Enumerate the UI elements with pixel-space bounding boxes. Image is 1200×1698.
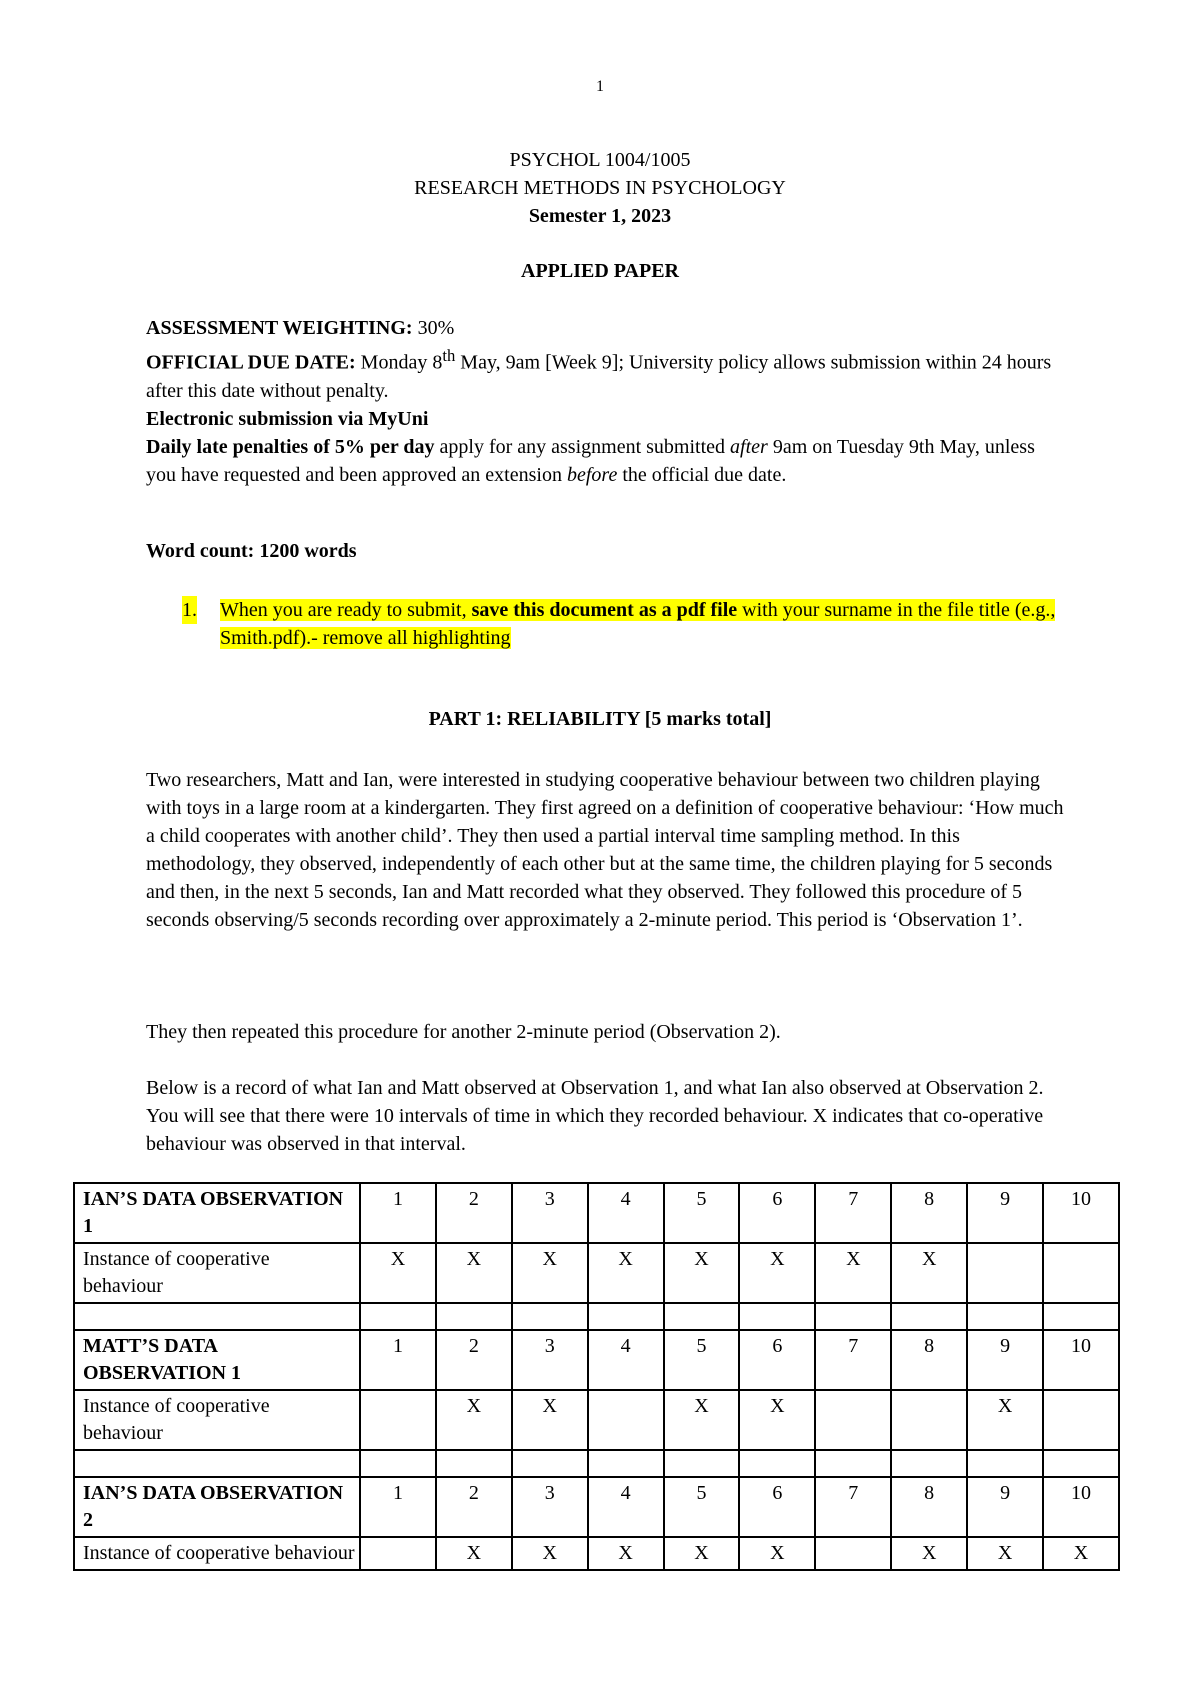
cooperation-mark: X [588,1243,664,1303]
row-label: Instance of cooperative behaviour [74,1390,360,1450]
instruction-text-2: with your surname in the file title (e.g., Smith.pdf).- remove all highlighting [220,599,1056,649]
empty-cell [815,1303,891,1330]
paragraph-method: Two researchers, Matt and Ian, were interested in studying cooperative behaviour between two children playing with toys in a large room at a kindergarten. They first agreed on a definition of cooperative behaviour: ‘How much a child cooperates with another child’. They then used a partial interval time sampling method. In this methodology, they observed, independently of each other but at the same time, the children playing for 5 seconds and then, in the next 5 seconds, Ian and Matt recorded what they observed. They followed this procedure of 5 seconds observing/5 seconds recording over approximately a 2-minute period. This period is ‘Observation 1’. [146,769,1064,931]
table-header-row [74,1477,1119,1537]
cooperation-mark: X [436,1537,512,1570]
empty-cell [360,1303,436,1330]
word-count: Word count: 1200 words [146,540,357,562]
table-row [74,1243,1119,1303]
interval-number: 5 [664,1330,740,1390]
cooperation-mark: X [512,1243,588,1303]
weighting-line [146,314,1066,342]
empty-cell [74,1303,360,1330]
empty-cell [664,1303,740,1330]
due-date-label: OFFICIAL DUE DATE: [146,351,356,374]
interval-number: 10 [1043,1477,1119,1537]
interval-number: 8 [891,1477,967,1537]
late-text-2: 9am on Tuesday 9th May, unless you have requested and been approved an extension [146,435,1035,486]
empty-cell [891,1450,967,1477]
interval-number: 3 [512,1330,588,1390]
observation-heading: IAN’S DATA OBSERVATION 1 [74,1183,360,1243]
cooperation-mark: X [739,1243,815,1303]
table-row [74,1390,1119,1450]
course-subject: RESEARCH METHODS IN PSYCHOLOGY [414,177,786,199]
cooperation-mark [1043,1390,1119,1450]
interval-number: 1 [360,1330,436,1390]
interval-number: 8 [891,1330,967,1390]
empty-cell [588,1450,664,1477]
interval-number: 5 [664,1477,740,1537]
empty-cell [1043,1450,1119,1477]
interval-number: 7 [815,1183,891,1243]
row-label: Instance of cooperative behaviour [74,1243,360,1303]
interval-number: 4 [588,1477,664,1537]
cooperation-mark [967,1243,1043,1303]
semester: Semester 1, 2023 [528,205,672,227]
empty-cell [891,1303,967,1330]
empty-cell [739,1303,815,1330]
cooperation-mark: X [436,1390,512,1450]
interval-number: 3 [512,1477,588,1537]
empty-cell [739,1450,815,1477]
cooperation-mark [360,1537,436,1570]
submission-text: Electronic submission via MyUni [146,407,429,430]
cooperation-mark [588,1390,664,1450]
page-number: 1 [596,78,604,95]
table-row [74,1537,1119,1570]
late-italic-before: before [566,463,618,486]
cooperation-mark: X [360,1243,436,1303]
empty-cell [588,1303,664,1330]
late-italic-after: after [730,435,768,458]
cooperation-mark [360,1390,436,1450]
interval-number: 9 [967,1477,1043,1537]
due-date-sup: th [442,346,456,365]
due-date-text-rest: May, 9am [Week 9]; University policy allows submission within 24 hours after this date without penalty. [146,351,1052,402]
weighting-label: ASSESSMENT WEIGHTING: [146,317,413,339]
interval-number: 10 [1043,1183,1119,1243]
late-penalty-line [146,433,1066,489]
interval-number: 4 [588,1330,664,1390]
course-code: PSYCHOL 1004/1005 [509,149,691,171]
table-header-row [74,1183,1119,1243]
observation-table [73,1182,1120,1571]
paragraph-record: Below is a record of what Ian and Matt observed at Observation 1, and what Ian also observed at Observation 2. You will see that there were 10 intervals of time in which they recorded behaviour. X indicates that co-operative behaviour was observed in that interval. [146,1077,1044,1155]
weighting-value: 30% [412,317,455,339]
interval-number: 6 [739,1477,815,1537]
instruction-text-bold: save this document as a pdf file [471,599,738,621]
empty-cell [967,1303,1043,1330]
instruction-item [182,596,1062,652]
interval-number: 8 [891,1183,967,1243]
interval-number: 10 [1043,1330,1119,1390]
interval-number: 7 [815,1477,891,1537]
cooperation-mark [891,1390,967,1450]
spacer-row [74,1303,1119,1330]
late-text-1: apply for any assignment submitted [434,435,731,458]
interval-number: 4 [588,1183,664,1243]
instruction-text-1: When you are ready to submit, [220,599,472,621]
empty-cell [815,1450,891,1477]
late-text-3: the official due date. [617,463,787,486]
row-label: Instance of cooperative behaviour [74,1537,360,1570]
observation-heading: IAN’S DATA OBSERVATION 2 [74,1477,360,1537]
submission-line [146,405,1066,433]
interval-number: 2 [436,1183,512,1243]
cooperation-mark: X [512,1390,588,1450]
part1-heading: PART 1: RELIABILITY [5 marks total] [428,708,772,730]
cooperation-mark: X [967,1390,1043,1450]
interval-number: 2 [436,1330,512,1390]
interval-number: 9 [967,1330,1043,1390]
empty-cell [436,1303,512,1330]
empty-cell [1043,1303,1119,1330]
empty-cell [512,1303,588,1330]
cooperation-mark: X [436,1243,512,1303]
empty-cell [967,1450,1043,1477]
interval-number: 6 [739,1183,815,1243]
observation-heading: MATT’S DATA OBSERVATION 1 [74,1330,360,1390]
cooperation-mark: X [664,1243,740,1303]
cooperation-mark [815,1390,891,1450]
cooperation-mark: X [891,1537,967,1570]
due-date-line [146,342,1066,405]
cooperation-mark: X [664,1390,740,1450]
interval-number: 9 [967,1183,1043,1243]
cooperation-mark: X [891,1243,967,1303]
empty-cell [74,1450,360,1477]
interval-number: 1 [360,1183,436,1243]
assessment-info [146,314,1066,489]
cooperation-mark [815,1537,891,1570]
cooperation-mark [1043,1243,1119,1303]
cooperation-mark: X [512,1537,588,1570]
spacer-row [74,1450,1119,1477]
cooperation-mark: X [967,1537,1043,1570]
cooperation-mark: X [815,1243,891,1303]
interval-number: 5 [664,1183,740,1243]
paragraph-repeat: They then repeated this procedure for another 2-minute period (Observation 2). [146,1021,781,1043]
interval-number: 1 [360,1477,436,1537]
cooperation-mark: X [739,1390,815,1450]
empty-cell [360,1450,436,1477]
title-block [0,146,1200,230]
cooperation-mark: X [664,1537,740,1570]
due-date-text: Monday 8 [355,351,443,374]
interval-number: 2 [436,1477,512,1537]
interval-number: 6 [739,1330,815,1390]
interval-number: 7 [815,1330,891,1390]
instruction-number: 1. [182,596,197,624]
cooperation-mark: X [739,1537,815,1570]
cooperation-mark: X [588,1537,664,1570]
table-header-row [74,1330,1119,1390]
empty-cell [436,1450,512,1477]
cooperation-mark: X [1043,1537,1119,1570]
interval-number: 3 [512,1183,588,1243]
paper-title: APPLIED PAPER [521,260,679,282]
empty-cell [664,1450,740,1477]
empty-cell [512,1450,588,1477]
late-penalty-bold: Daily late penalties of 5% per day [146,435,435,458]
